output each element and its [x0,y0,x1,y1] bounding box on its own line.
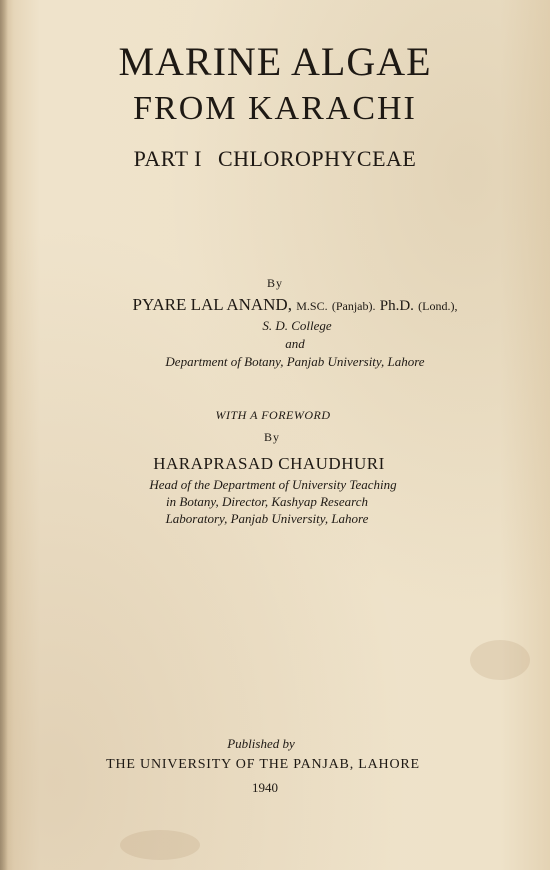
author-name: PYARE LAL ANAND, [132,295,292,314]
part-label: PART I [133,146,202,171]
paper-stain [470,640,530,680]
foreword-label: WITH A FOREWORD [215,408,331,422]
publication-year: 1940 [252,780,278,795]
author-affiliation-2: Department of Botany, Panjab University, Lahore [165,354,425,369]
author-degree-2: Ph.D. [379,298,414,314]
author-degree-1: M.SC. [296,299,328,313]
foreword-designation-3: Laboratory, Panjab University, Lahore [165,511,369,526]
author-degree-2-place: (Lond.), [418,299,458,313]
author-conjunction: and [285,336,305,351]
part-heading [0,148,550,170]
author-degree-1-place: (Panjab). [331,299,376,313]
paper-stain [120,830,200,860]
book-title-line-1: MARINE ALGAE [118,39,432,84]
foreword-author-name: HARAPRASAD CHAUDHURI [153,454,385,473]
author-line [20,296,550,314]
author-affiliation-1: S. D. College [262,318,332,333]
foreword-by: By [263,430,280,444]
published-by-label: Published by [227,736,295,751]
part-name: CHLOROPHYCEAE [217,146,417,171]
foreword-designation-1: Head of the Department of University Teaching [149,477,397,492]
book-title-line-2: FROM KARACHI [133,90,417,127]
foreword-designation-2: in Botany, Director, Kashyap Research [166,494,368,509]
publisher-name: THE UNIVERSITY OF THE PANJAB, LAHORE [106,757,420,772]
author-by: By [266,276,283,290]
